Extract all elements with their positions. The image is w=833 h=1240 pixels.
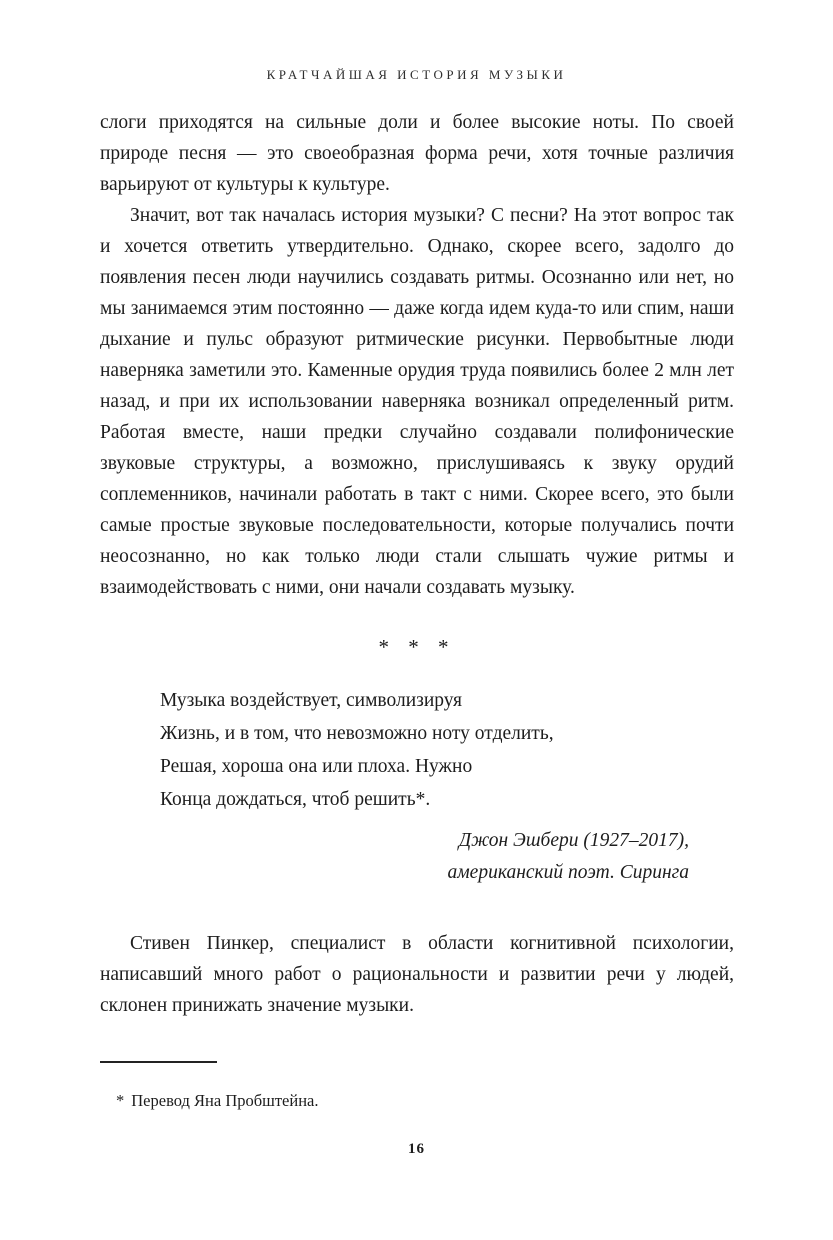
poem-line: Решая, хороша она или плоха. Нужно [160,756,473,777]
page-number: 16 [408,1141,425,1157]
footnote-marker: * [116,1090,125,1110]
poem-line: Жизнь, и в том, что невозможно ноту отделить, [160,723,554,744]
attribution-line: американский поэт. Сиринга [447,862,689,883]
poem-quote [160,684,734,816]
footnote-rule [100,1061,217,1063]
poem-line: Конца дождаться, чтоб решить*. [160,789,431,810]
poem-line: Музыка воздействует, символизируя [160,690,463,711]
section-separator: * * * [378,635,456,659]
attribution-line: Джон Эшбери (1927–2017), [458,830,689,851]
footnote-text: Перевод Яна Пробштейна. [131,1090,319,1110]
paragraph-main: Значит, вот так началась история музыки? С песни? На этот вопрос так и хочется ответить утвердительно. Однако, скорее всего, задолго до появления песен люди научились создавать ритмы. Осознанно или нет, но мы занимаемся этим постоянно — даже когда идем куда-то или спим, наши дыхание и пульс образуют ритмические рисунки. Первобытные люди наверняка заметили это. Каменные орудия труда появились более 2 млн лет назад, и при их использовании наверняка возникал определенный ритм. Работая вместе, наши предки случайно создавали полифонические звуковые структуры, а возможно, прислушиваясь к звуку орудий соплеменников, начинали работать в такт с ними. Скорее всего, это были самые простые звуковые последовательности, которые получались почти неосознанно, но как только люди стали слышать чужие ритмы и взаимодействовать с ними, они начали создавать музыку. [100,205,734,598]
paragraph-after-poem: Стивен Пинкер, специалист в области когнитивной психологии, написавший много работ о рациональности и развитии речи у людей, склонен принижать значение музыки. [100,933,734,1016]
paragraph-continuation: слоги приходятся на сильные доли и более высокие ноты. По своей природе песня — это своеобразная форма речи, хотя точные различия варьируют от культуры к культуре. [100,112,734,195]
running-header: КРАТЧАЙШАЯ ИСТОРИЯ МУЗЫКИ [266,67,567,82]
text-block [100,107,734,1021]
poem-attribution [100,825,734,889]
footnote [116,1089,318,1113]
